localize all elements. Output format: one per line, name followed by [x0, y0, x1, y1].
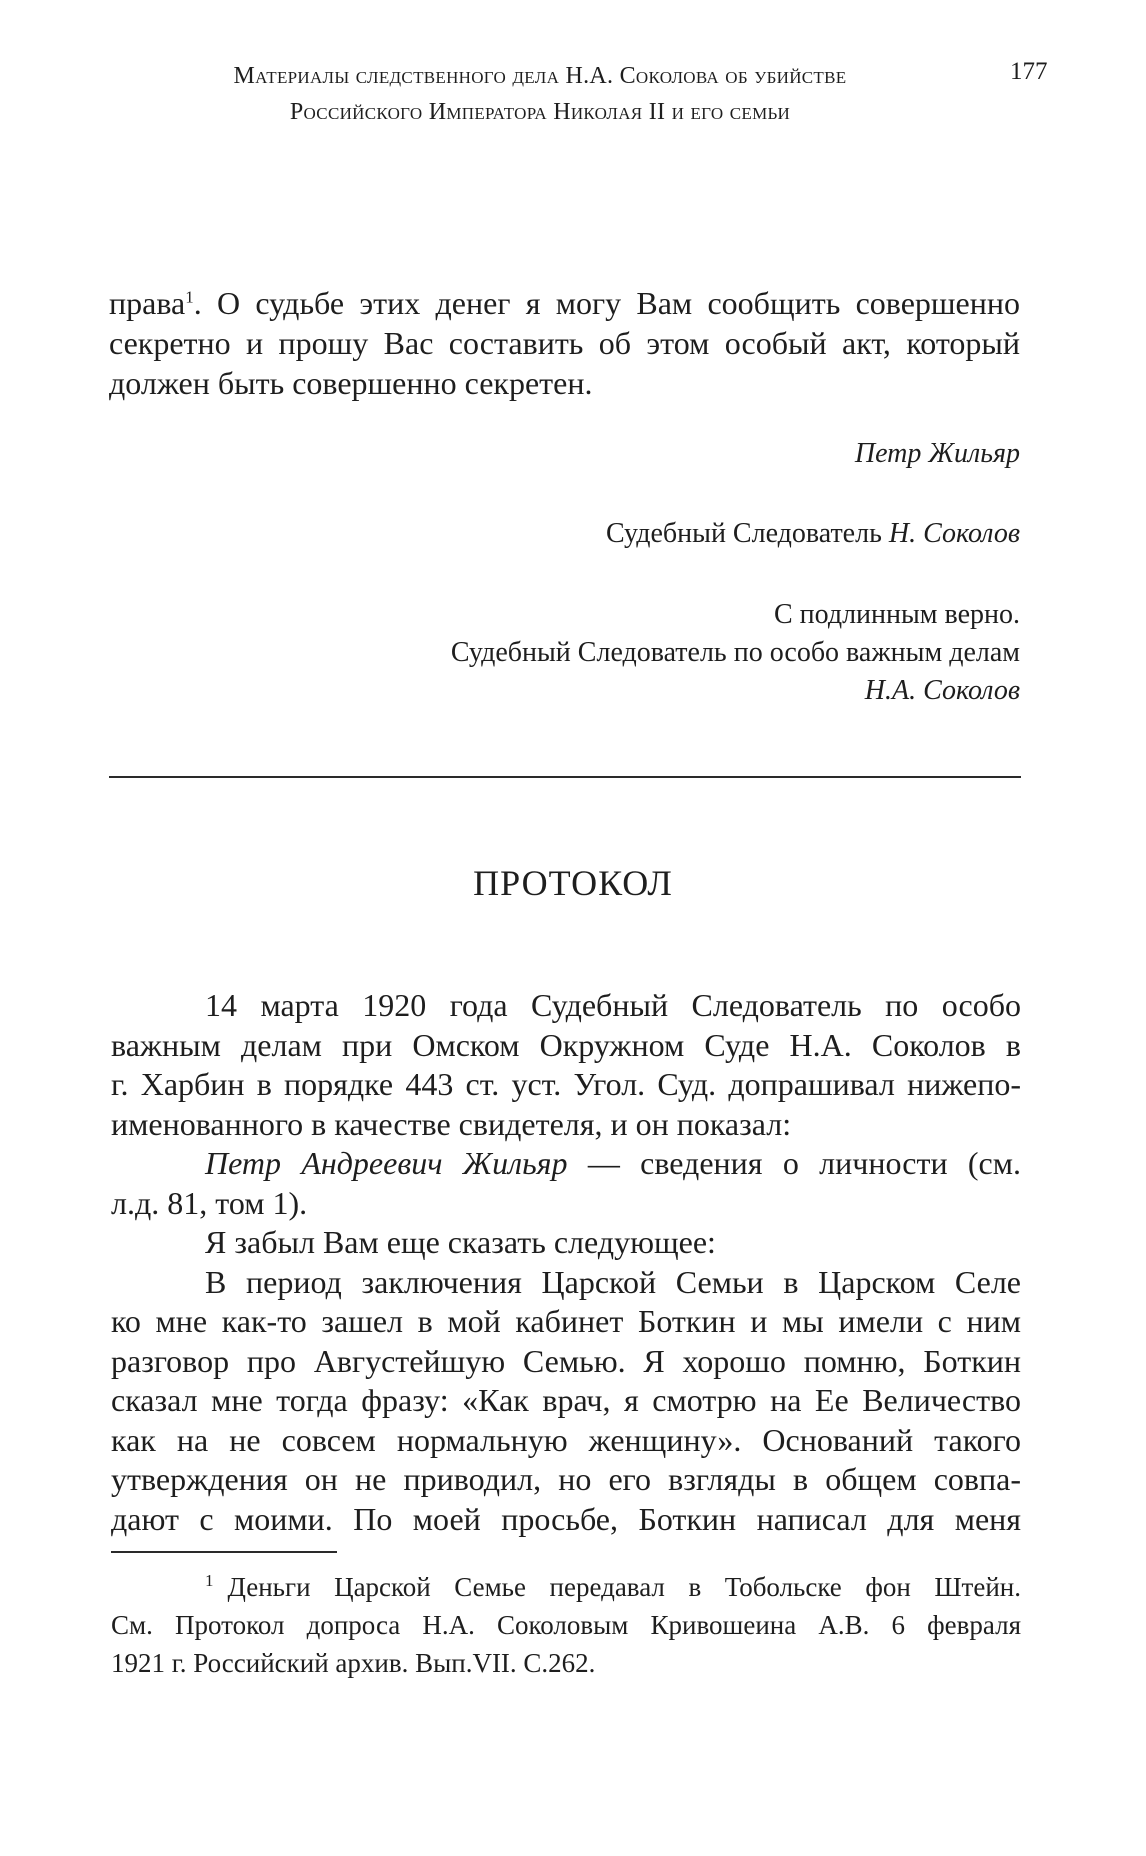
investigator-name: Н. Соколов	[888, 518, 1020, 549]
protocol-line: как на не совсем нормальную женщину». Оснований такого	[111, 1421, 1021, 1458]
investigator-title: Судебный Следователь	[606, 518, 882, 549]
protocol-line: 14 марта 1920 года Судебный Следователь по особо	[205, 987, 1021, 1023]
certification-note: С подлинным верно.	[773, 599, 1020, 630]
section-divider	[109, 776, 1021, 778]
paragraph-line: секретно и прошу Вас составить об этом особый акт, который	[109, 325, 1020, 361]
certifier-title: Судебный Следователь по особо важным делам	[450, 637, 1020, 668]
footnote-reference: 1	[185, 287, 194, 307]
paragraph-word: права	[109, 285, 186, 321]
witness-signature: Петр Жильяр	[854, 438, 1020, 469]
footnote	[111, 1568, 1021, 1682]
page-number: 177	[1010, 58, 1048, 85]
running-header	[110, 58, 970, 130]
footnote-text: Деньги Царской Семье передавал в Тобольске фон Штейн.	[227, 1572, 1021, 1602]
running-header-line-2: Российского Императора Николая II и его семьи	[289, 99, 791, 125]
footnote-line: 1921 г. Российский архив. Вып.VII. С.262.	[111, 1648, 596, 1678]
protocol-line: Я забыл Вам еще сказать следующее:	[205, 1224, 716, 1260]
investigator-signature	[606, 518, 1020, 550]
continuation-paragraph	[109, 283, 1020, 403]
footnote-line	[111, 1568, 1021, 1606]
witness-name: Петр Андреевич Жильяр	[205, 1145, 568, 1181]
protocol-line	[111, 1143, 1021, 1183]
protocol-line: именованного в качестве свидетеля, и он показал:	[111, 1105, 792, 1142]
paragraph-text: . О судьбе этих денег я могу Вам сообщить совершенно	[193, 285, 1020, 321]
footnote-line: См. Протокол допроса Н.А. Соколовым Кривошеина А.В. 6 февраля	[111, 1610, 1021, 1640]
protocol-line: дают с моими. По моей просьбе, Боткин написал для меня	[111, 1500, 1021, 1537]
protocol-line: важным делам при Омском Окружном Суде Н.А. Соколов в	[111, 1026, 1021, 1063]
footnote-mark: 1	[205, 1571, 214, 1590]
witness-details: — сведения о личности (см.	[567, 1145, 1022, 1181]
section-title: ПРОТОКОЛ	[473, 863, 673, 903]
protocol-line: разговор про Августейшую Семью. Я хорошо помню, Боткин	[111, 1342, 1021, 1379]
footnote-separator	[111, 1551, 337, 1553]
protocol-line: В период заключения Царской Семьи в Царском Селе	[205, 1263, 1021, 1300]
protocol-text	[111, 985, 1021, 1538]
protocol-line: ко мне как-то зашел в мой кабинет Боткин и мы имели с ним	[111, 1303, 1021, 1339]
certifier-name: Н.А. Соколов	[864, 675, 1020, 706]
running-header-line-1: Материалы следственного дела Н.А. Соколова об убийстве	[233, 63, 847, 89]
paragraph-line: должен быть совершенно секретен.	[109, 365, 593, 401]
protocol-line: л.д. 81, том 1).	[111, 1184, 308, 1221]
protocol-line: утверждения он не приводил, но его взгляды в общем совпа-	[111, 1461, 1021, 1497]
protocol-line: г. Харбин в порядке 443 ст. уст. Угол. Суд. допрашивал нижепо-	[111, 1066, 1021, 1102]
paragraph-line	[109, 283, 1020, 323]
protocol-line: сказал мне тогда фразу: «Как врач, я смотрю на Ее Величество	[111, 1382, 1021, 1418]
